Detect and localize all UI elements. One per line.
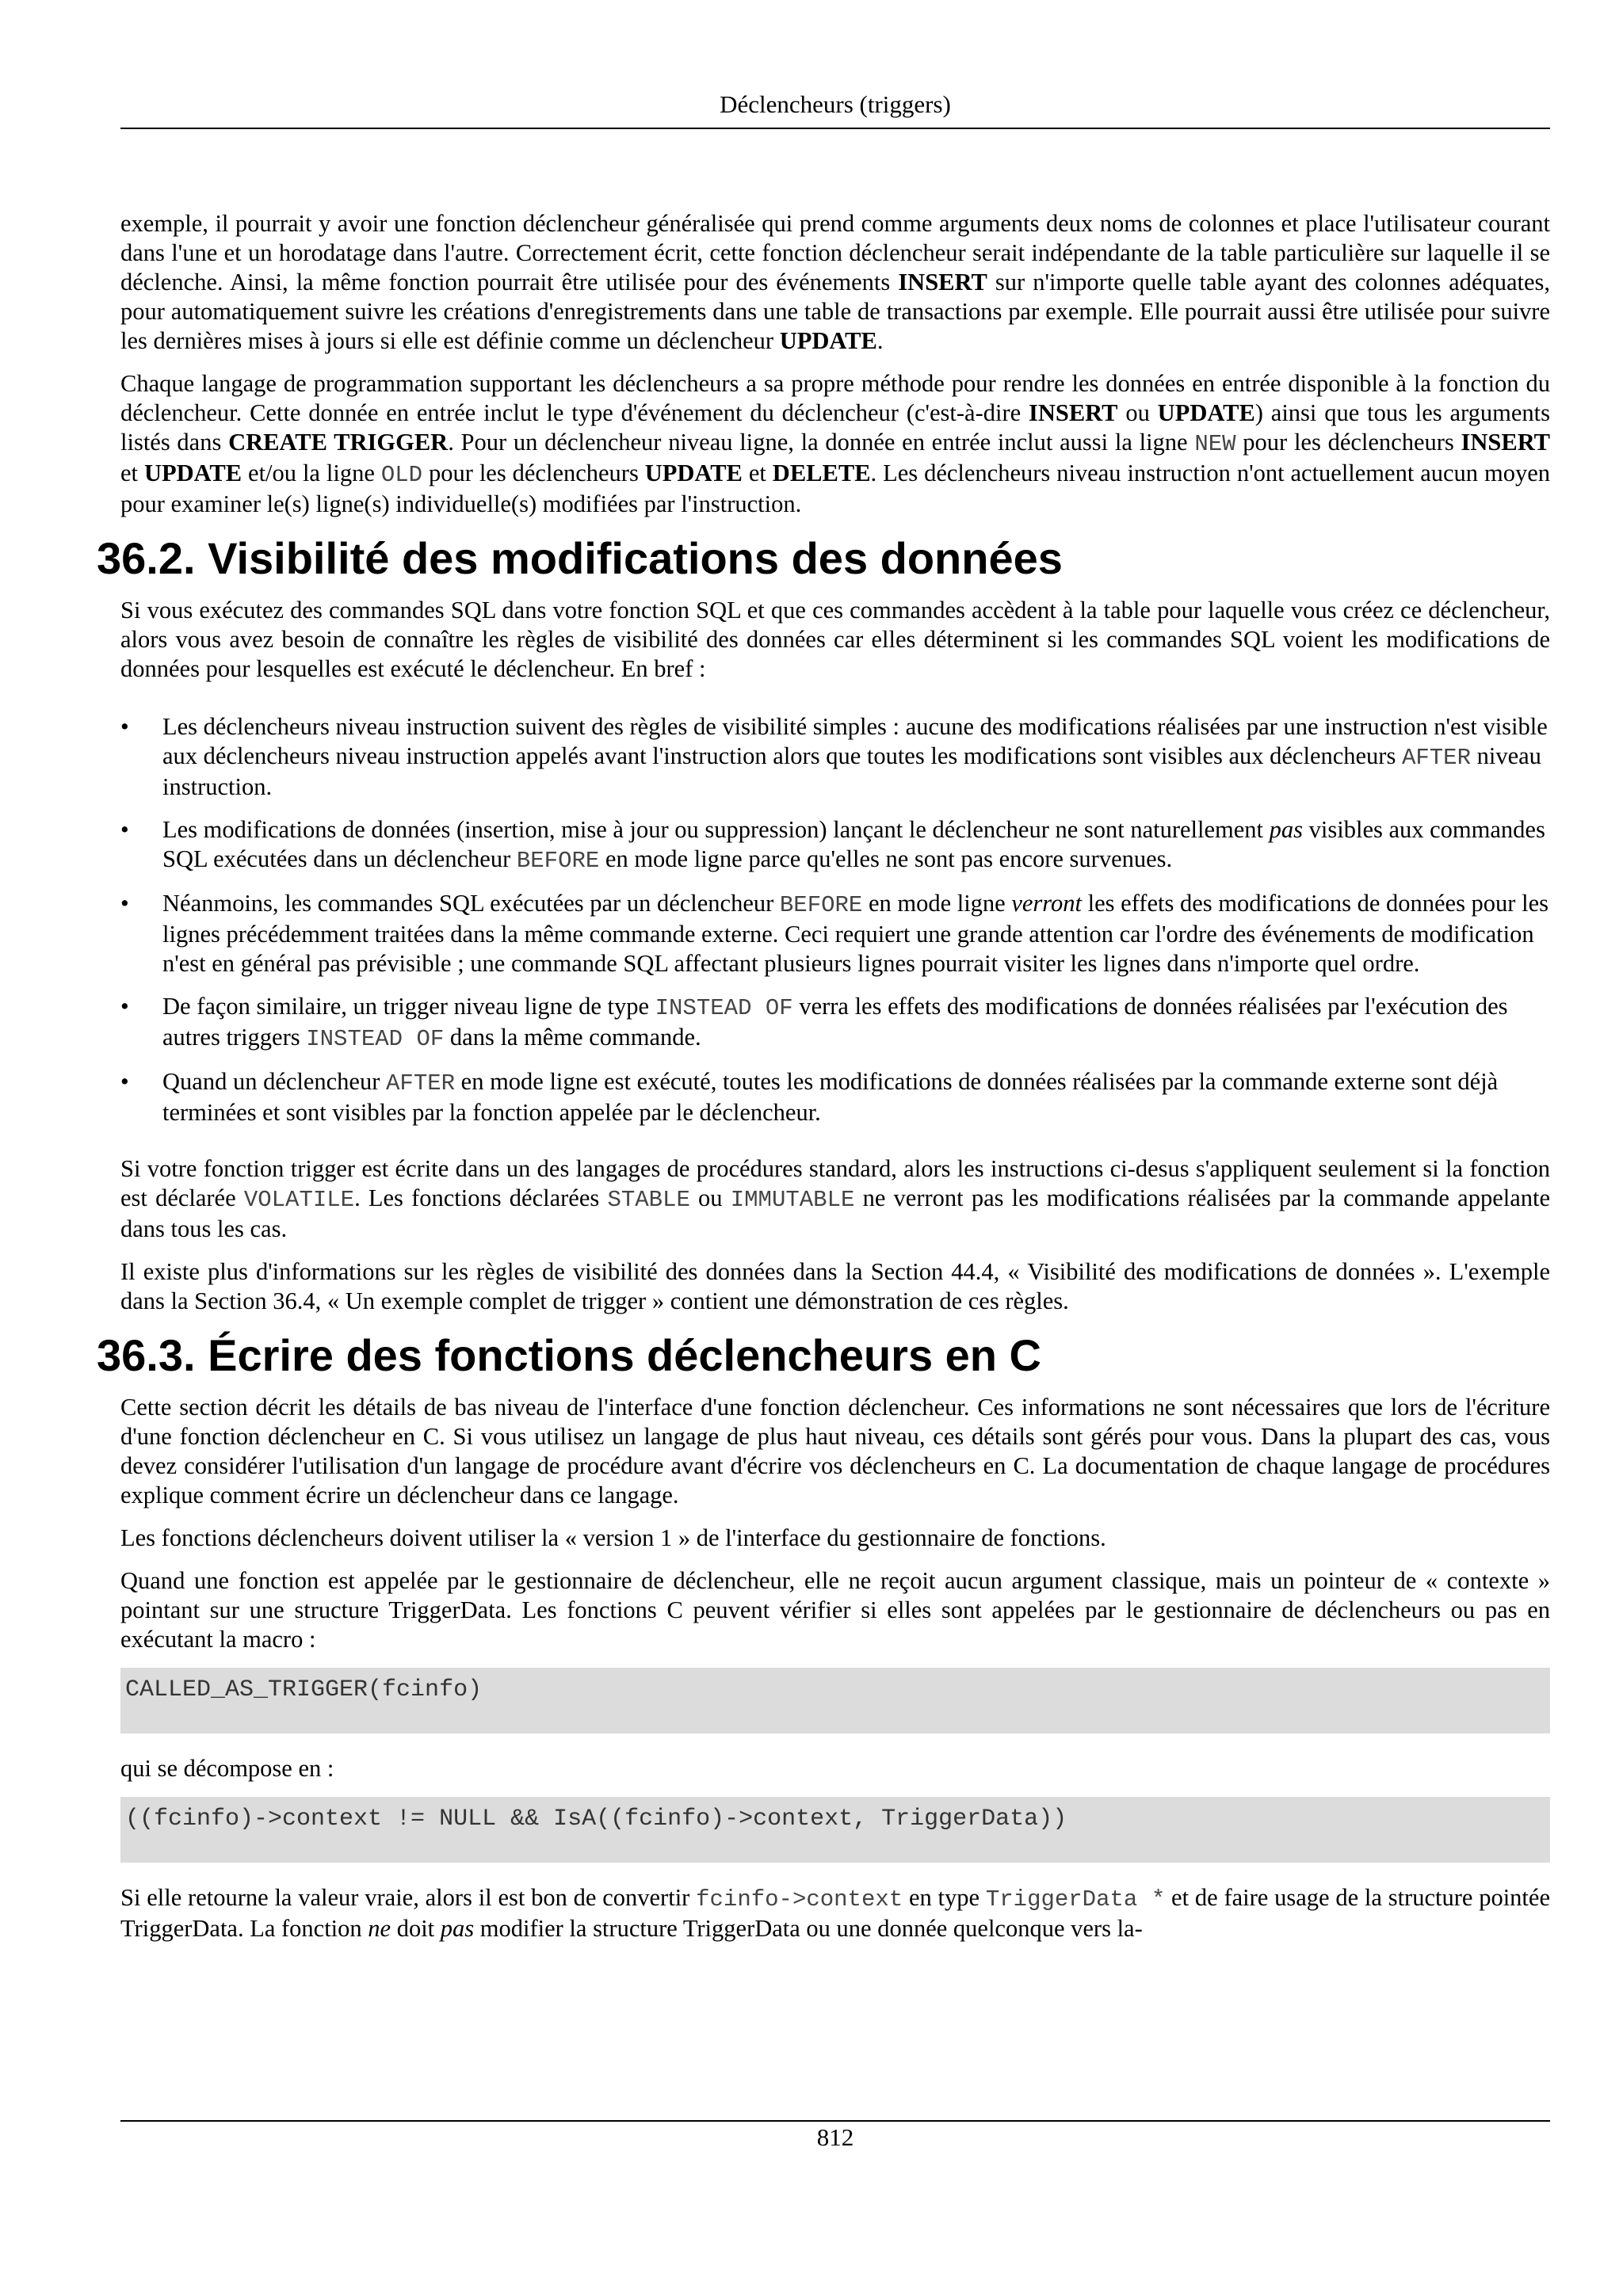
list-item: • Quand un déclencheur AFTER en mode ligne est exécuté, toutes les modifications de données réalisées par la commande externe sont déjà terminées et sont visibles par la fonction appelée par le déclencheur.: [120, 1068, 1499, 1126]
section-36-2-paragraph-2: Si votre fonction trigger est écrite dans un des langages de procédures standard, alors les instructions ci-desus s'appliquent seulement si la fonction est déclarée VOLATILE. Les fonctions déclarées STABLE ou IMMUTABLE ne verront pas les modifications réalisées par la commande appelante dans tous les cas.: [120, 1155, 1550, 1242]
section-36-3-paragraph-1: Cette section décrit les détails de bas niveau de l'interface d'une fonction déclencheur. Ces informations ne sont nécessaires que lors de l'écriture d'une fonction déclencheur en C. Si vous utilisez un langage de plus haut niveau, ces détails sont gérés pour vous. Dans la plupart des cas, vous devez considérer l'utilisation d'un langage de procédure avant d'écrire vos déclencheurs en C. La documentation de chaque langage de procédures explique comment écrire un déclencheur dans ce langage.: [120, 1394, 1550, 1508]
bullet-icon: •: [120, 993, 129, 1020]
bullet-icon: •: [120, 713, 129, 740]
intro-paragraph-1: exemple, il pourrait y avoir une fonction déclencheur généralisée qui prend comme arguments deux noms de colonnes et place l'utilisateur courant dans l'une et un horodatage dans l'autre. Correctement écrit, cette fonction déclencheur serait indépendante de la table particulière sur laquelle il se déclenche. Ainsi, la même fonction pourrait être utilisée pour des événements INSERT sur n'importe quelle table ayant des colonnes adéquates, pour automatiquement suivre les créations d'enregistrements dans une table de transactions par exemple. Elle pourrait aussi être utilisée pour suivre les dernières mises à jours si elle est définie comme un déclencheur UPDATE.: [120, 210, 1550, 354]
section-36-2-paragraph-3: Il existe plus d'informations sur les règles de visibilité des données dans la Section 44.4, « Visibilité des modifications de données ». L'exemple dans la Section 36.4, « Un exemple complet de trigger » contient une démonstration de ces règles.: [120, 1258, 1550, 1314]
page-number: 812: [816, 2123, 854, 2151]
running-header: Déclencheurs (triggers): [720, 90, 951, 118]
list-item: • De façon similaire, un trigger niveau ligne de type INSTEAD OF verra les effets des modifications de données réalisées par l'exécution des autres triggers INSTEAD OF dans la même commande.: [120, 993, 1508, 1052]
section-36-3-paragraph-3: Quand une fonction est appelée par le gestionnaire de déclencheur, elle ne reçoit aucun argument classique, mais un pointeur de « contexte » pointant sur une structure TriggerData. Les fonctions C peuvent vérifier si elles sont appelées par le gestionnaire de déclencheurs ou pas en exécutant la macro :: [120, 1567, 1550, 1653]
page-content: [97, 209, 1551, 1957]
code-block-macro: CALLED_AS_TRIGGER(fcinfo): [120, 1668, 1550, 1733]
section-heading-36-2: 36.2. Visibilité des modifications des données: [97, 533, 1063, 583]
section-heading-36-3: 36.3. Écrire des fonctions déclencheurs en C: [97, 1330, 1041, 1380]
section-36-2-paragraph-1: Si vous exécutez des commandes SQL dans votre fonction SQL et que ces commandes accèdent à la table pour laquelle vous créez ce déclencheur, alors vous avez besoin de connaître les règles de visibilité des données car elles déterminent si les commandes SQL voient les modifications de données pour lesquelles est exécuté le déclencheur. En bref :: [120, 597, 1550, 682]
bullet-icon: •: [120, 816, 129, 843]
list-item: • Les déclencheurs niveau instruction suivent des règles de visibilité simples : aucune des modifications réalisées par une instruction n'est visible aux déclencheurs niveau instruction appelés avant l'instruction alors que toutes les modifications sont visibles aux déclencheurs AFTER niveau instruction.: [120, 713, 1548, 800]
section-36-3-paragraph-4: qui se décompose en :: [120, 1755, 334, 1782]
intro-paragraph-2: Chaque langage de programmation supportant les déclencheurs a sa propre méthode pour rendre les données en entrée disponible à la fonction du déclencheur. Cette donnée en entrée inclut le type d'événement du déclencheur (c'est-à-dire INSERT ou UPDATE) ainsi que tous les arguments listés dans CREATE TRIGGER. Pour un déclencheur niveau ligne, la donnée en entrée inclut aussi la ligne NEW pour les déclencheurs INSERT et UPDATE et/ou la ligne OLD pour les déclencheurs UPDATE et DELETE. Les déclencheurs niveau instruction n'ont actuellement aucun moyen pour examiner le(s) ligne(s) individuelle(s) modifiées par l'instruction.: [120, 370, 1551, 517]
section-36-3-paragraph-2: Les fonctions déclencheurs doivent utiliser la « version 1 » de l'interface du gestionnaire de fonctions.: [120, 1524, 1106, 1551]
visibility-rules-list: [120, 712, 1550, 1127]
section-36-3-paragraph-5: Si elle retourne la valeur vraie, alors il est bon de convertir fcinfo->context en type TriggerData * et de faire usage de la structure pointée TriggerData. La fonction ne doit pas modifier la structure TriggerData ou une donnée quelconque vers la-: [120, 1884, 1550, 1942]
bullet-icon: •: [120, 890, 129, 917]
bullet-icon: •: [120, 1068, 129, 1095]
list-item: • Les modifications de données (insertion, mise à jour ou suppression) lançant le déclencheur ne sont naturellement pas visibles aux commandes SQL exécutées dans un déclencheur BEFORE en mode ligne parce qu'elles ne sont pas encore survenues.: [120, 816, 1545, 874]
list-item: • Néanmoins, les commandes SQL exécutées par un déclencheur BEFORE en mode ligne verront les effets des modifications de données pour les lignes précédemment traitées dans la même commande externe. Ceci requiert une grande attention car l'ordre des événements de modification n'est en général pas prévisible ; une commande SQL affectant plusieurs lignes pourrait visiter les lignes dans n'importe quel ordre.: [120, 890, 1549, 977]
code-block-expansion: ((fcinfo)->context != NULL && IsA((fcinfo)->context, TriggerData)): [120, 1797, 1550, 1863]
header-rule: [120, 128, 1550, 129]
